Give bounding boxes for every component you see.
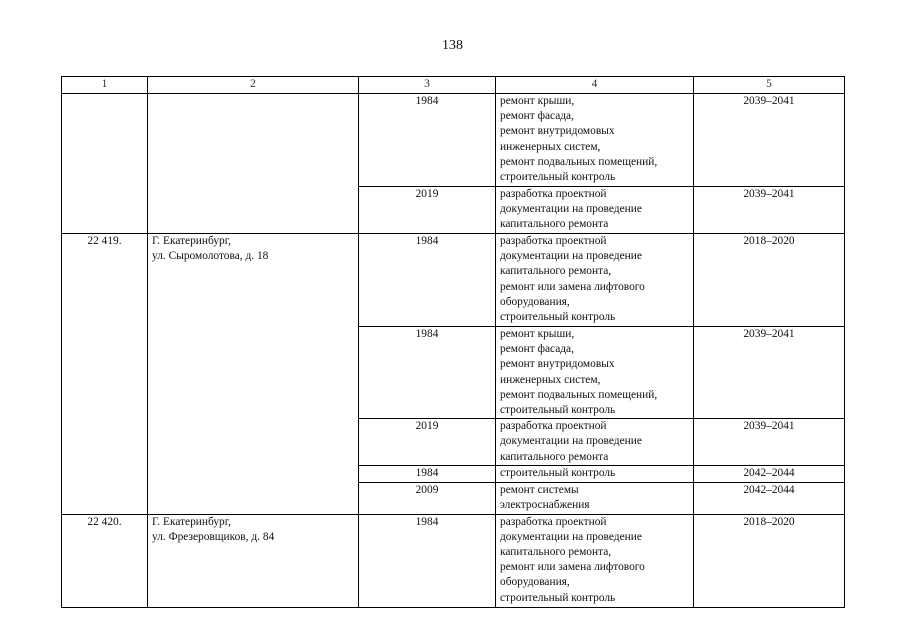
work-line: ремонт внутридомовых [500,358,615,371]
work-line: строительный контроль [500,404,616,417]
page-number: 138 [442,38,463,53]
work-line: ремонт или замена лифтового [500,280,645,293]
works-cell [496,187,694,234]
period-cell: 2018–2020 [694,234,845,327]
work-line: документации на проведение [500,250,642,263]
works-cell [496,327,694,419]
header-col-5: 5 [694,77,845,94]
period-cell: 2039–2041 [694,327,845,419]
year-cell: 1984 [359,466,496,483]
work-line: документации на проведение [500,530,642,543]
row-number-cell: 22 420. [62,514,148,607]
year-cell: 1984 [359,514,496,607]
work-line: разработка проектной [500,420,607,433]
works-cell [496,234,694,327]
period-cell: 2042–2044 [694,483,845,514]
address-line: ул. Сыромолотова, д. 18 [152,250,269,263]
work-line: строительный контроль [500,591,616,604]
period-cell: 2039–2041 [694,187,845,234]
repair-schedule-table [61,76,845,608]
work-line: разработка проектной [500,235,607,247]
header-col-1: 1 [62,77,148,94]
work-line: разработка проектной [500,188,607,200]
row-number-cell [62,94,148,234]
work-line: документации на проведение [500,435,642,448]
period-cell: 2039–2041 [694,419,845,466]
work-line: строительный контроль [500,311,616,324]
header-row [62,77,845,94]
year-cell: 1984 [359,234,496,327]
period-cell: 2042–2044 [694,466,845,483]
header-col-2: 2 [148,77,359,94]
work-line: оборудования, [500,295,570,308]
work-line: ремонт крыши, [500,328,575,340]
address-line: ул. Фрезеровщиков, д. 84 [152,530,275,543]
work-line: инженерных систем, [500,140,601,153]
work-line: капитального ремонта, [500,265,612,278]
work-line: документации на проведение [500,203,642,216]
works-cell [496,419,694,466]
work-line: ремонт внутридомовых [500,125,615,138]
work-line: электроснабжения [500,499,590,512]
works-cell [496,94,694,187]
address-line: Г. Екатеринбург, [152,235,231,247]
year-cell: 1984 [359,327,496,419]
year-cell: 2009 [359,483,496,514]
works-cell [496,514,694,607]
address-line: Г. Екатеринбург, [152,515,231,528]
work-line: ремонт подвальных помещений, [500,155,658,168]
work-line: ремонт крыши, [500,95,575,107]
work-line: ремонт фасада, [500,110,574,123]
address-cell [148,94,359,234]
table-row [62,94,845,187]
work-line: капитального ремонта [500,450,609,463]
year-cell: 2019 [359,419,496,466]
address-cell [148,514,359,607]
work-line: строительный контроль [500,171,616,184]
address-cell [148,234,359,515]
work-line: ремонт системы [500,484,579,497]
period-cell: 2018–2020 [694,514,845,607]
works-cell [496,483,694,514]
work-line: ремонт фасада, [500,343,574,356]
table-header [62,77,845,94]
work-line: строительный контроль [500,467,616,480]
works-cell [496,466,694,483]
work-line: оборудования, [500,576,570,589]
work-line: капитального ремонта [500,218,609,231]
work-line: ремонт или замена лифтового [500,561,645,574]
work-line: ремонт подвальных помещений, [500,388,658,401]
period-cell: 2039–2041 [694,94,845,187]
table-row [62,514,845,607]
work-line: разработка проектной [500,515,607,528]
work-line: инженерных систем, [500,373,601,386]
table-body [62,94,845,608]
header-col-4: 4 [496,77,694,94]
year-cell: 2019 [359,187,496,234]
row-number-cell: 22 419. [62,234,148,515]
header-col-3: 3 [359,77,496,94]
work-line: капитального ремонта, [500,546,612,559]
year-cell: 1984 [359,94,496,187]
table-row [62,234,845,327]
